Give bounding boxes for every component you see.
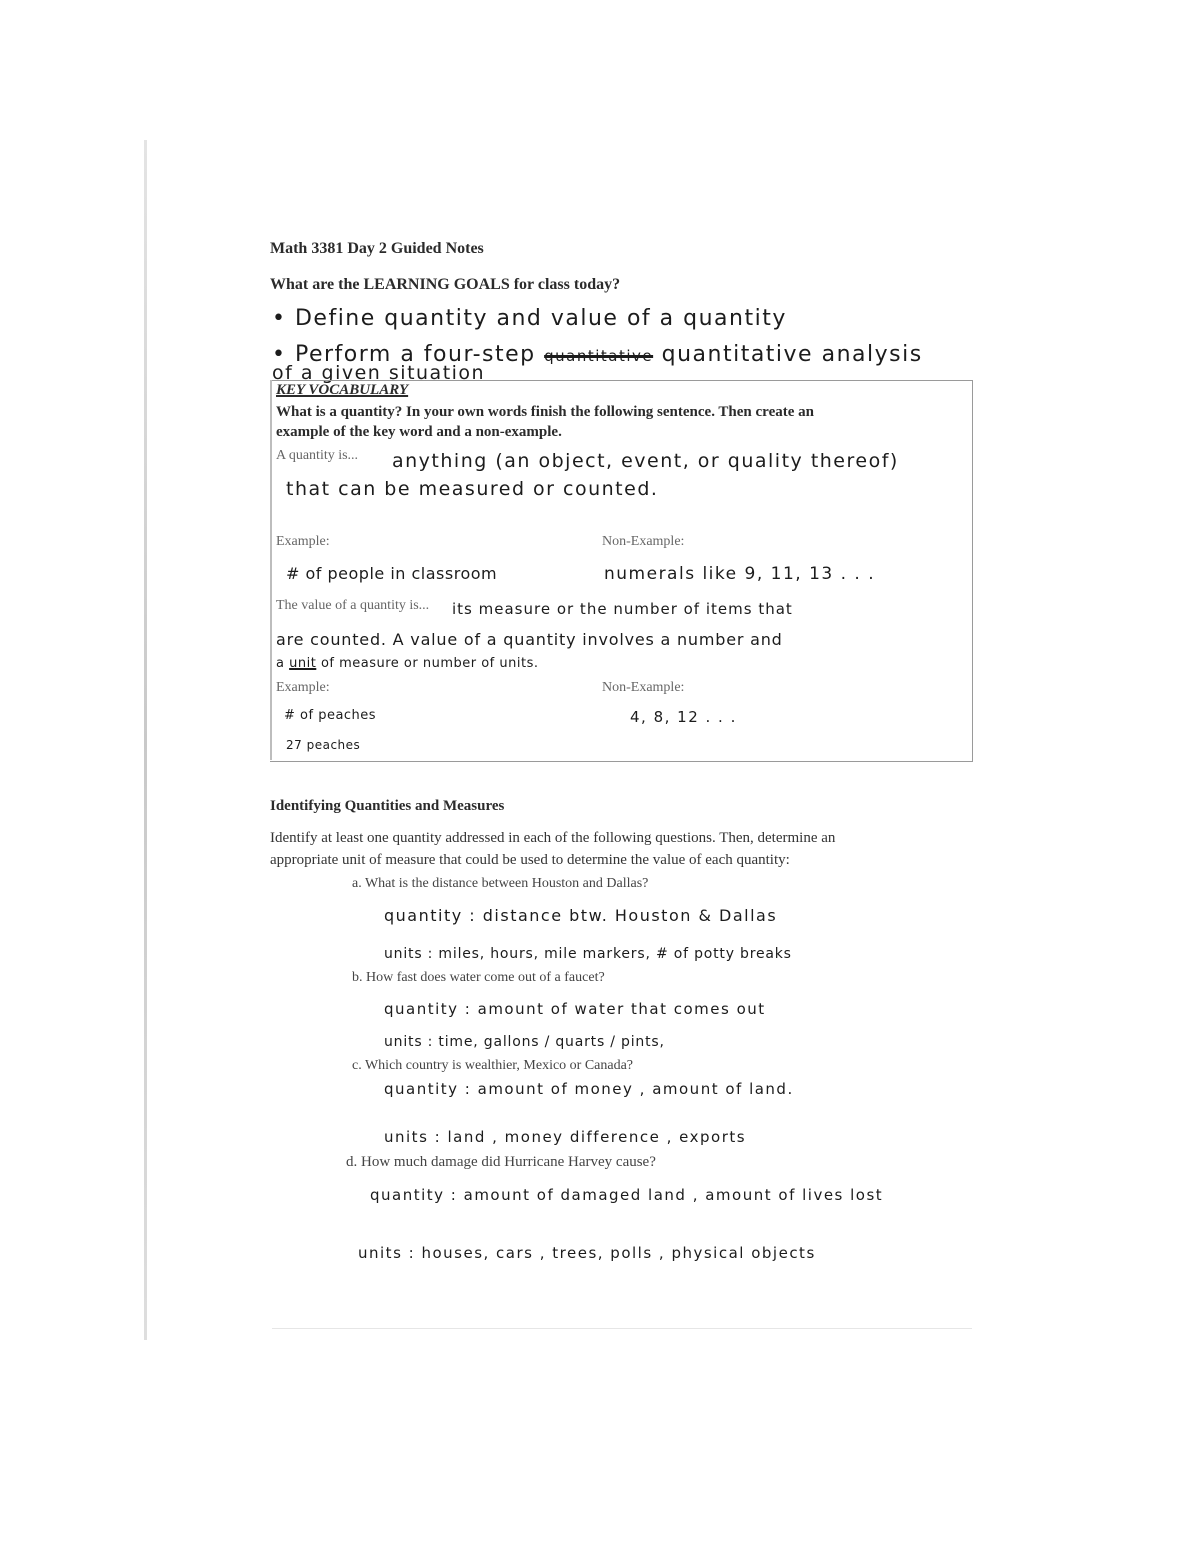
nonexample-label-1: Non-Example: [602,534,685,549]
question-c: c. Which country is wealthier, Mexico or Canada? [352,1058,634,1073]
example-1: # of people in classroom [286,564,498,583]
quantity-lead: A quantity is... [276,448,359,463]
goal-2-end: quantitative analysis [661,342,923,367]
question-b: b. How fast does water come out of a faucet? [352,970,605,985]
goal-1: • Define quantity and value of a quantity [272,306,787,331]
vocabulary-prompt-line2: example of the key word and a non-example. [276,424,562,440]
nonexample-label-2: Non-Example: [602,680,685,695]
vocabulary-heading: KEY VOCABULARY [276,382,409,398]
question-d-quantity: quantity : amount of damaged land , amount of lives lost [370,1186,884,1204]
identify-instructions-1: Identify at least one quantity addressed in each of the following questions. Then, determine an [270,830,836,846]
nonexample-1: numerals like 9, 11, 13 . . . [604,564,876,584]
value-answer-rest: of measure or number of units. [320,656,539,671]
goal-2-crossed: quantitative [544,347,654,365]
example-2b: 27 peaches [286,738,361,752]
vocabulary-prompt-line1: What is a quantity? In your own words finish the following sentence. Then create an [276,404,814,420]
quantity-answer-line2: that can be measured or counted. [286,478,659,500]
example-label-2: Example: [276,680,330,695]
example-2a: # of peaches [284,708,377,723]
bottom-divider [272,1328,972,1329]
page-title: Math 3381 Day 2 Guided Notes [270,240,484,257]
value-answer-line1: its measure or the number of items that [452,600,793,618]
value-answer-line2: are counted. A value of a quantity involves a number and [276,630,783,649]
question-a-units: units : miles, hours, mile markers, # of potty breaks [384,946,792,962]
example-label-1: Example: [276,534,330,549]
identify-heading: Identifying Quantities and Measures [270,798,505,814]
question-a: a. What is the distance between Houston and Dallas? [352,876,649,891]
identify-instructions-2: appropriate unit of measure that could be used to determine the value of each quantity: [270,852,790,868]
question-d: d. How much damage did Hurricane Harvey cause? [346,1154,656,1170]
goal-2-start: • Perform a four-step [272,342,536,367]
question-b-quantity: quantity : amount of water that comes out [384,1000,766,1018]
goals-question: What are the LEARNING GOALS for class today? [270,276,621,293]
vocabulary-box-left-border [270,380,272,760]
question-c-quantity: quantity : amount of money , amount of land. [384,1080,794,1098]
question-a-quantity: quantity : distance btw. Houston & Dallas [384,906,778,925]
question-b-units: units : time, gallons / quarts / pints, [384,1034,665,1050]
value-answer-unit: unit [289,656,317,671]
scan-edge [144,140,147,1340]
question-d-units: units : houses, cars , trees, polls , physical objects [358,1244,816,1262]
quantity-answer-line1: anything (an object, event, or quality thereof) [392,450,899,472]
question-c-units: units : land , money difference , exports [384,1128,747,1146]
goal-2-line2: of a given situation [272,362,486,384]
value-answer-line3 [276,656,539,671]
value-answer-a: a [276,656,285,671]
value-lead: The value of a quantity is... [276,598,430,613]
nonexample-2: 4, 8, 12 . . . [630,708,737,726]
